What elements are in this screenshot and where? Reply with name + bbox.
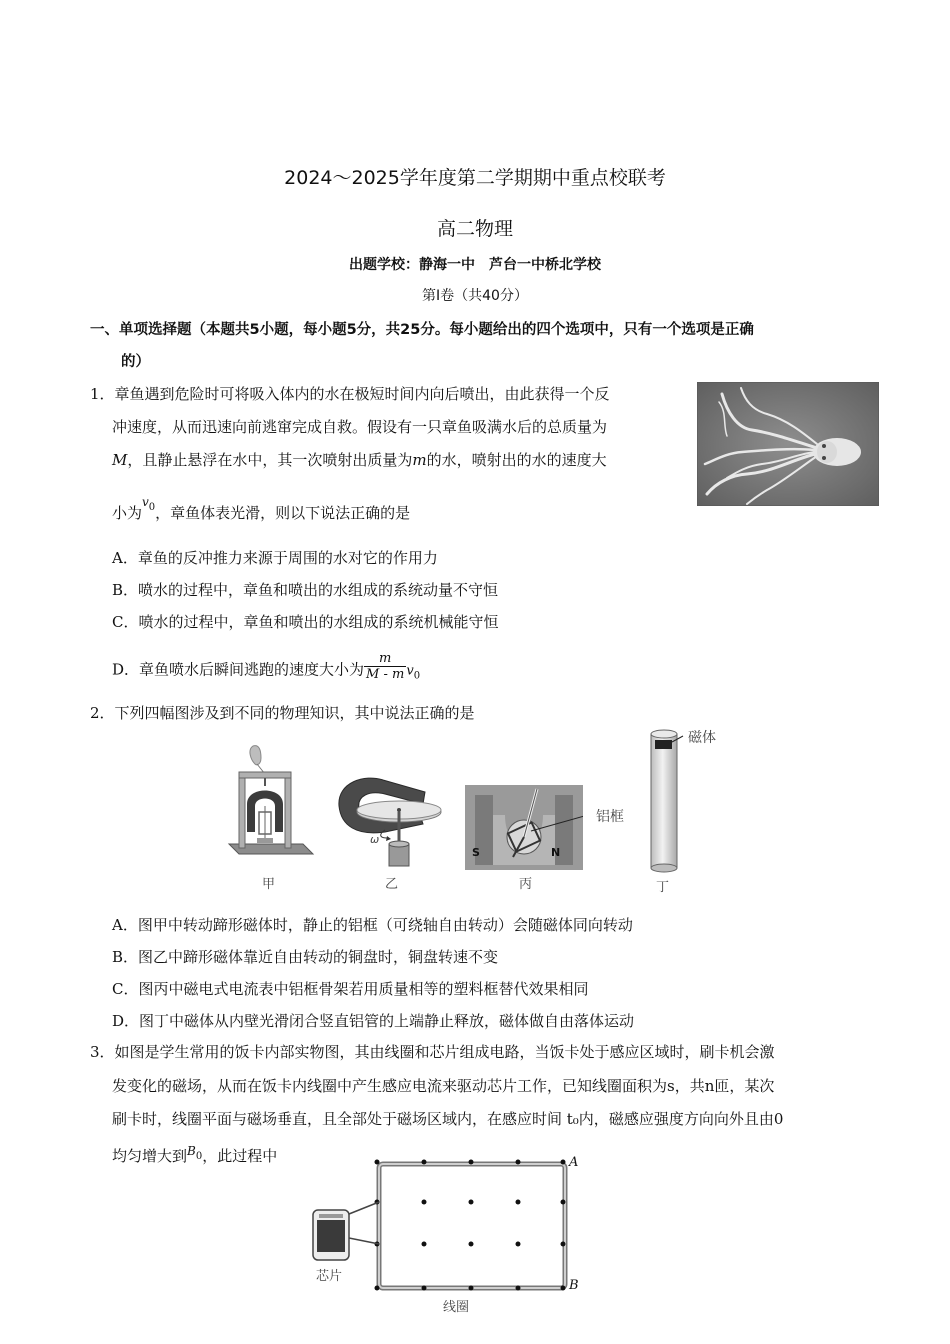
volume-line: 第Ⅰ卷（共40分）: [422, 288, 528, 304]
q2-option-d: D．图丁中磁体从内壁光滑闭合竖直铝管的上端静止释放，磁体做自由落体运动: [112, 1012, 635, 1030]
q1-option-d-fraction: [364, 651, 406, 682]
subject-title: 高二物理: [436, 218, 513, 240]
card-coil-figure: [305, 1152, 595, 1302]
q3-line3: 刷卡时，线圈平面与磁场垂直，且全部处于磁场区域内，在感应时间 t₀内，磁感应强度方向向外且由0: [112, 1110, 784, 1128]
section-heading-line2: 的）: [121, 354, 150, 370]
q3-line4-b: ，此过程中: [202, 1147, 278, 1165]
q1-d-v-sub: 0: [413, 670, 421, 682]
q1-line1: 1．章鱼遇到危险时可将吸入体内的水在极短时间内向后喷出，由此获得一个反: [90, 385, 610, 403]
exam-title: 2024～2025学年度第二学期期中重点校联考: [284, 167, 666, 189]
figure-bing-label: 丙: [519, 877, 533, 892]
q1-line4-b: ，章鱼体表光滑，则以下说法正确的是: [155, 504, 411, 522]
q2-option-c: C．图丙中磁电式电流表中铝框骨架若用质量相等的塑料框替代效果相同: [112, 980, 589, 998]
q1-var-v: v: [142, 495, 149, 509]
q2-stem: 2．下列四幅图涉及到不同的物理知识，其中说法正确的是: [90, 704, 475, 722]
figure-jia-label: 甲: [262, 877, 276, 892]
q1-frac-den: M - m: [366, 667, 405, 682]
figure-yi-label: 乙: [385, 877, 399, 892]
q1-line4-a: 小为: [112, 504, 143, 522]
q1-line4: [112, 495, 411, 525]
q2-option-b: B．图乙中蹄形磁体靠近自由转动的铜盘时，铜盘转速不变: [112, 948, 499, 966]
figure-ding: [645, 728, 685, 873]
schools-line: 出题学校：静海一中 芦台一中桥北学校: [349, 257, 601, 273]
figure-ding-magnet-label: 磁体: [688, 730, 716, 746]
coil-label-B: B: [569, 1278, 579, 1293]
q3-var-B-sub: 0: [195, 1151, 203, 1162]
coil-label: 线圈: [443, 1300, 470, 1315]
figure-yi-omega: ω: [370, 833, 380, 846]
q1-line3-b: ，且静止悬浮在水中，其一次喷射出质量为: [127, 451, 413, 469]
figure-jia: [225, 740, 315, 868]
figure-yi: [335, 768, 450, 873]
q1-d-v: v: [406, 663, 414, 679]
q1-var-m: m: [412, 451, 427, 469]
section-heading-line1: 一、单项选择题（本题共5小题，每小题5分，共25分。每小题给出的四个选项中，只有一个选项是正确: [90, 322, 754, 338]
figure-bing: [465, 785, 583, 870]
chip-label: 芯片: [316, 1269, 343, 1284]
figure-bing-S: S: [472, 846, 480, 859]
figure-ding-label: 丁: [656, 880, 670, 895]
q1-var-M: M: [112, 451, 128, 469]
q1-line3-d: 的水，喷射出的水的速度大: [426, 451, 607, 469]
q1-line2: 冲速度，从而迅速向前逃窜完成自救。假设有一只章鱼吸满水后的总质量为: [112, 418, 608, 436]
q3-line2: 发变化的磁场，从而在饭卡内线圈中产生感应电流来驱动芯片工作，已知线圈面积为s，共n匝，某次: [112, 1077, 775, 1095]
q3-line4-a: 均匀增大到: [112, 1147, 188, 1165]
octopus-photo: [697, 382, 879, 506]
q1-option-b: B．喷水的过程中，章鱼和喷出的水组成的系统动量不守恒: [112, 581, 499, 599]
q1-frac-num: m: [379, 651, 392, 666]
q3-var-B: B: [187, 1144, 196, 1158]
q1-line3: [112, 449, 607, 470]
q1-var-v-sub: 0: [148, 502, 156, 513]
q2-option-a: A．图甲中转动蹄形磁体时，静止的铝框（可绕轴自由转动）会随磁体同向转动: [112, 916, 633, 934]
q1-option-d-text: D．章鱼喷水后瞬间逃跑的速度大小为: [112, 660, 365, 679]
figure-bing-N: N: [551, 846, 561, 859]
coil-label-A: A: [569, 1155, 579, 1170]
q1-option-a: A．章鱼的反冲推力来源于周围的水对它的作用力: [112, 549, 438, 567]
q3-line1: 3．如图是学生常用的饭卡内部实物图，其由线圈和芯片组成电路，当饭卡处于感应区域时，刷卡机会激: [90, 1043, 775, 1061]
q3-line4: [112, 1145, 277, 1168]
figure-bing-frame-label: 铝框: [596, 809, 624, 825]
q1-option-c: C．喷水的过程中，章鱼和喷出的水组成的系统机械能守恒: [112, 613, 499, 631]
q1-option-d: [112, 651, 421, 686]
